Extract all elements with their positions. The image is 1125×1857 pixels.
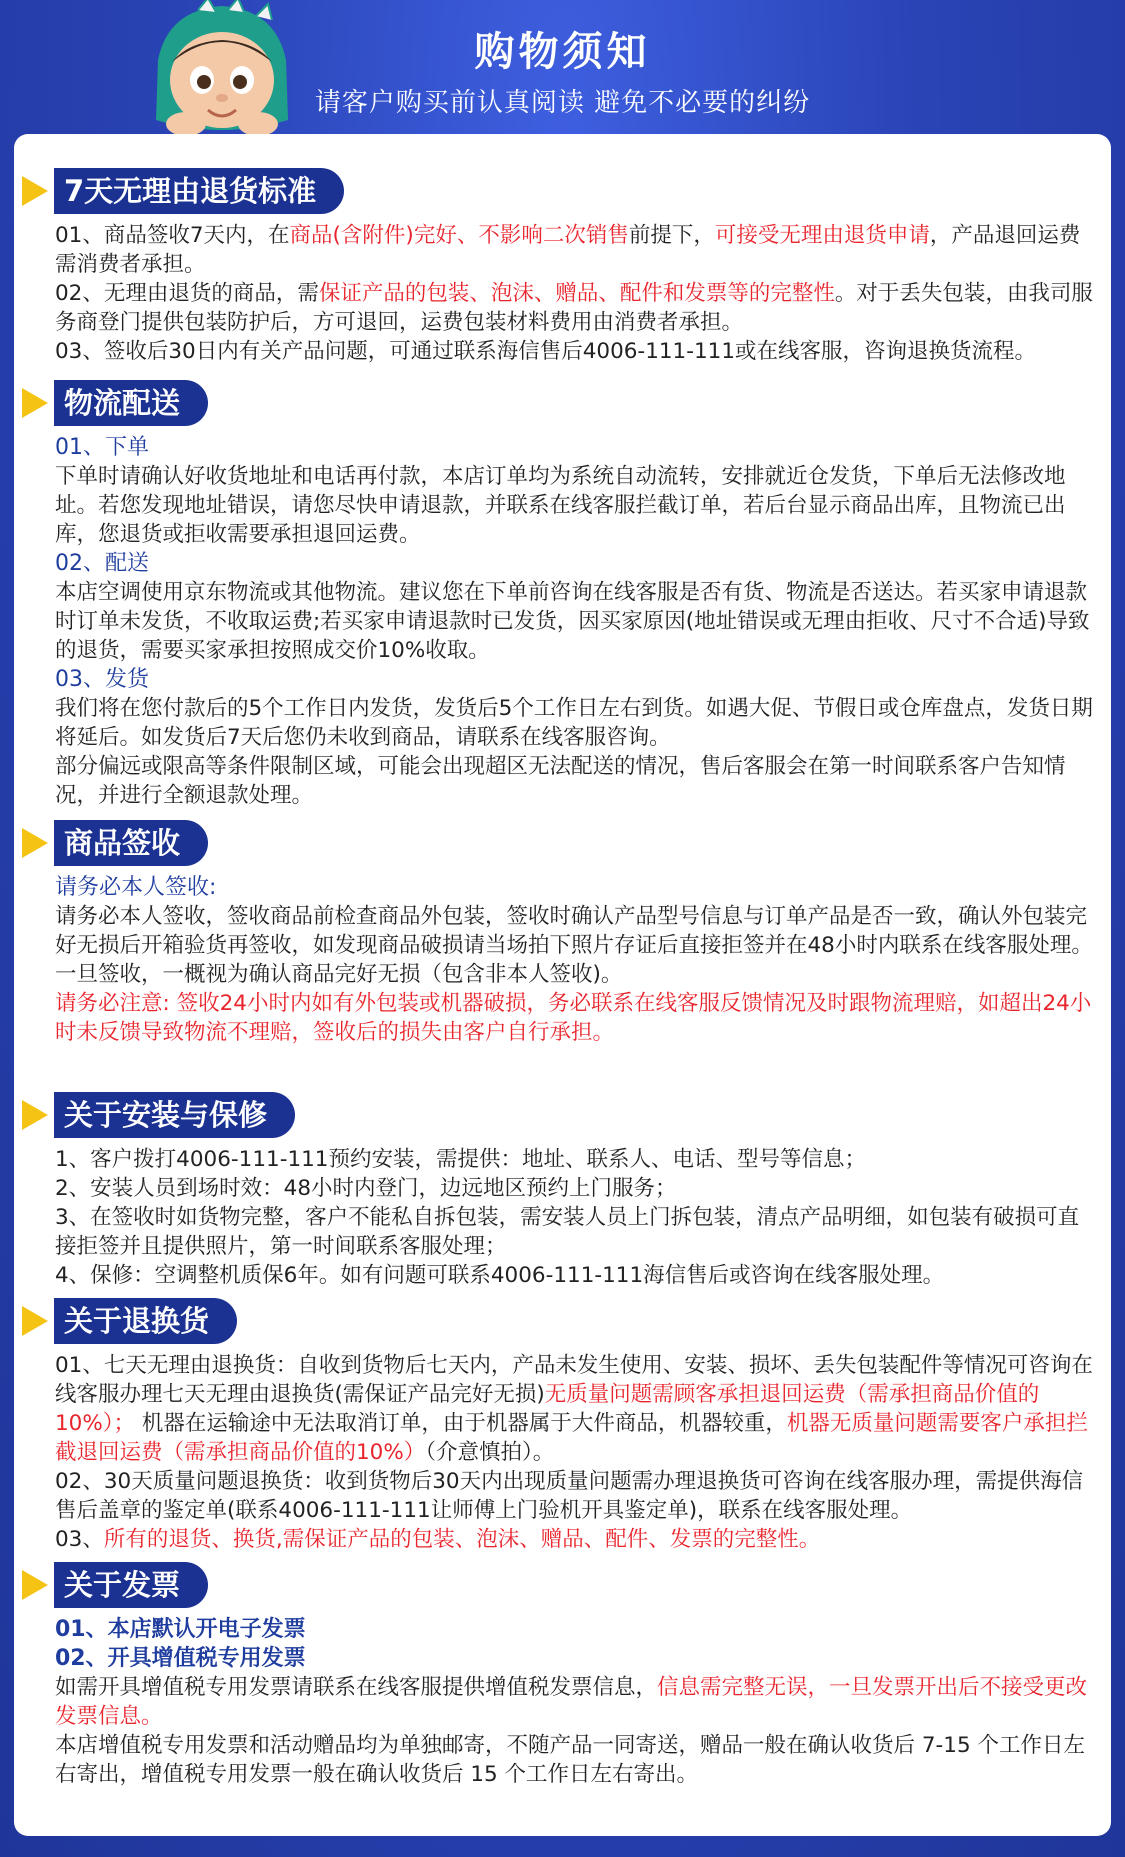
section-title: 关于发票: [54, 1562, 208, 1608]
triangle-bullet-icon: [22, 176, 48, 206]
list-item: 1、客户拨打4006-111-111预约安装，需提供：地址、联系人、电话、型号等信息；: [55, 1147, 866, 1172]
paragraph: 如需开具增值税专用发票请联系在线客服提供增值税发票信息，信息需完整无误，一旦发票开出后不接受更改发票信息。: [55, 1675, 1088, 1729]
triangle-bullet-icon: [22, 1306, 48, 1336]
paragraph: 下单时请确认好收货地址和电话再付款，本店订单均为系统自动流转，安排就近仓发货，下单后无法修改地址。若您发现地址错误，请您尽快申请退款，并联系在线客服拦截订单，若后台显示商品出库，且物流已出库，您退货或拒收需要承担退回运费。: [55, 464, 1066, 547]
paragraph: 请务必本人签收，签收商品前检查商品外包装，签收时确认产品型号信息与订单产品是否一致，确认外包装完好无损后开箱验货再签收，如发现商品破损请当场拍下照片存证后直接拒签并在48小时内联系在线客服处理。一旦签收，一概视为确认商品完好无损（包含非本人签收)。: [55, 904, 1093, 987]
triangle-bullet-icon: [22, 828, 48, 858]
paragraph: 01、商品签收7天内，在商品(含附件)完好、不影响二次销售前提下，可接受无理由退货申请，产品退回运费需消费者承担。: [55, 223, 1081, 277]
section-body: [14, 873, 1111, 1047]
section-returns-7days: [14, 168, 1111, 366]
paragraph: 本店增值税专用发票和活动赠品均为单独邮寄，不随产品一同寄送，赠品一般在确认收货后 7-15 个工作日左右寄出，增值税专用发票一般在确认收货后 15 个工作日左右寄出。: [55, 1733, 1085, 1787]
list-item: 4、保修：空调整机质保6年。如有问题可联系4006-111-111海信售后或咨询在线客服处理。: [55, 1263, 945, 1288]
paragraph: 部分偏远或限高等条件限制区域，可能会出现超区无法配送的情况，售后客服会在第一时间联系客户告知情况，并进行全额退款处理。: [55, 754, 1066, 808]
section-title: 7天无理由退货标准: [54, 168, 344, 214]
subheading: 02、配送: [55, 551, 149, 576]
section-header: [14, 380, 1111, 426]
paragraph: 02、30天质量问题退换货：收到货物后30天内出现质量问题需办理退换货可咨询在线客服办理，需提供海信售后盖章的鉴定单(联系4006-111-111让师傅上门验机开具鉴定单)，联系在线客服处理。: [55, 1469, 1084, 1523]
section-logistics: [14, 380, 1111, 810]
section-body: [14, 221, 1111, 366]
section-exchange: [14, 1298, 1111, 1554]
subheading: 03、发货: [55, 667, 149, 692]
section-body: [14, 1615, 1111, 1789]
section-body: [14, 433, 1111, 810]
section-title: 关于退换货: [54, 1298, 237, 1344]
section-install: [14, 1092, 1111, 1290]
list-item: 2、安装人员到场时效：48小时内登门，边远地区预约上门服务；: [55, 1176, 677, 1201]
section-header: [14, 820, 1111, 866]
paragraph: 02、无理由退货的商品，需保证产品的包装、泡沫、赠品、配件和发票等的完整性。对于丢失包装，由我司服务商登门提供包装防护后，方可退回，运费包装材料费用由消费者承担。: [55, 281, 1093, 335]
section-header: [14, 168, 1111, 214]
section-sign: [14, 820, 1111, 1047]
triangle-bullet-icon: [22, 1570, 48, 1600]
subheading: 01、本店默认开电子发票: [55, 1617, 306, 1642]
header: [0, 0, 1125, 132]
warning-paragraph: 请务必注意: 签收24小时内如有外包装或机器破损，务必联系在线客服反馈情况及时跟物流理赔，如超出24小时未反馈导致物流不理赔，签收后的损失由客户自行承担。: [55, 991, 1092, 1045]
notice-card: [14, 134, 1111, 1836]
section-invoice: [14, 1562, 1111, 1789]
paragraph: 本店空调使用京东物流或其他物流。建议您在下单前咨询在线客服是否有货、物流是否送达。若买家申请退款时订单未发货，不收取运费;若买家申请退款时已发货，因买家原因(地址错误或无理由拒收、尺寸不合适)导致的退货，需要买家承担按照成交价10%收取。: [55, 580, 1090, 663]
paragraph: 03、签收后30日内有关产品问题，可通过联系海信售后4006-111-111或在线客服，咨询退换货流程。: [55, 339, 1037, 364]
subheading: 请务必本人签收:: [55, 875, 217, 900]
section-title: 关于安装与保修: [54, 1092, 295, 1138]
list-item: 3、在签收时如货物完整，客户不能私自拆包装，需安装人员上门拆包装，清点产品明细，如包装有破损可直接拒签并且提供照片，第一时间联系客服处理；: [55, 1205, 1080, 1259]
paragraph: 03、所有的退货、换货,需保证产品的包装、泡沫、赠品、配件、发票的完整性。: [55, 1527, 821, 1552]
page-subtitle: 请客户购买前认真阅读 避免不必要的纠纷: [314, 88, 811, 118]
paragraph: 01、七天无理由退换货：自收到货物后七天内，产品未发生使用、安装、损坏、丢失包装配件等情况可咨询在线客服办理七天无理由退换货(需保证产品完好无损)无质量问题需顾客承担退回运费（需承担商品价值的10%）； 机器在运输途中无法取消订单，由于机器属于大件商品，机器较重，机器无质量问题需要客户承担拦截退回运费（需承担商品价值的10%）（介意慎拍）。: [55, 1353, 1093, 1465]
subheading: 01、下单: [55, 435, 149, 460]
section-title: 物流配送: [54, 380, 208, 426]
page-title: 购物须知: [474, 29, 651, 75]
section-body: [14, 1145, 1111, 1290]
section-header: [14, 1298, 1111, 1344]
section-header: [14, 1562, 1111, 1608]
subheading: 02、开具增值税专用发票: [55, 1646, 306, 1671]
paragraph: 我们将在您付款后的5个工作日内发货，发货后5个工作日左右到货。如遇大促、节假日或仓库盘点，发货日期将延后。如发货后7天后您仍未收到商品，请联系在线客服咨询。: [55, 696, 1093, 750]
section-header: [14, 1092, 1111, 1138]
triangle-bullet-icon: [22, 388, 48, 418]
triangle-bullet-icon: [22, 1100, 48, 1130]
section-body: [14, 1351, 1111, 1554]
section-title: 商品签收: [54, 820, 208, 866]
